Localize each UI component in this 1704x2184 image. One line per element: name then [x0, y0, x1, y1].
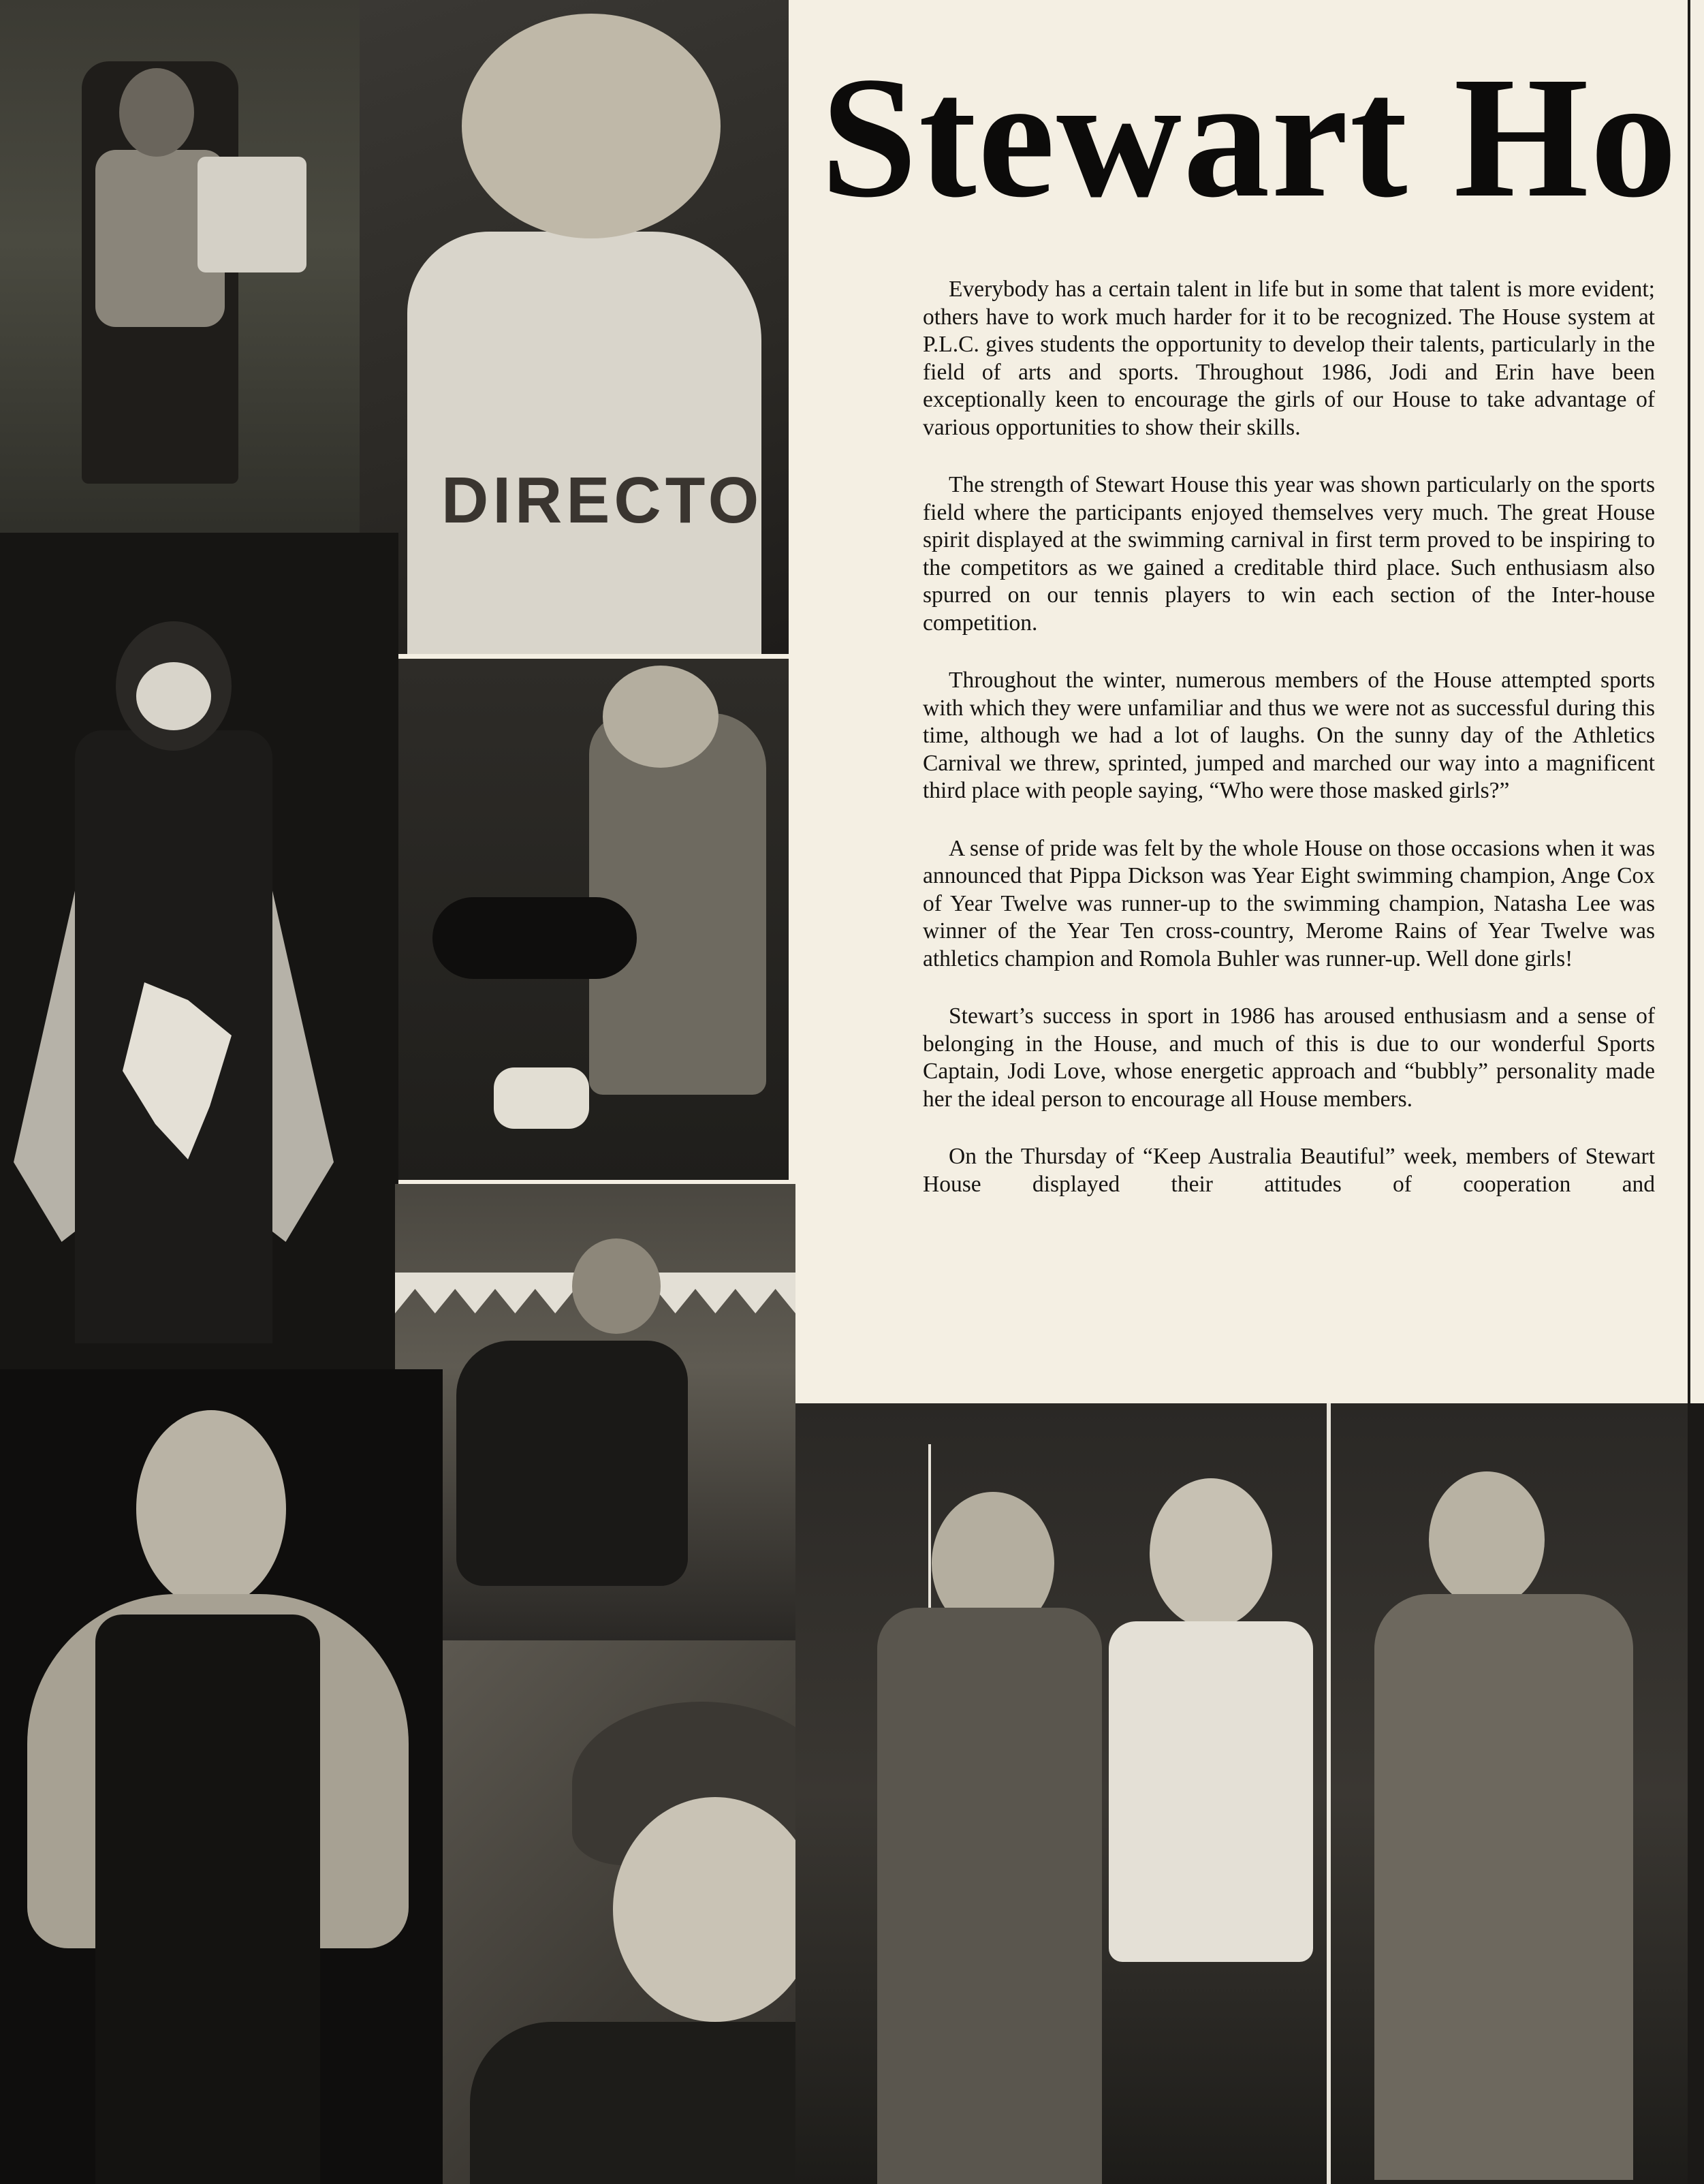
article-body — [923, 276, 1655, 1228]
article-paragraph: Throughout the winter, numerous members of the House attempted sports with which they were unfamiliar and thus we were not as successful during this time, although we had a lot of laughs. On the sunny day of the Athletics Carnival we threw, sprinted, jumped and marched our way into a magnificent third place with people saying, “Who were those masked girls?” — [923, 668, 1655, 803]
photo-athlete-crouching — [398, 659, 789, 1180]
photo-devil-costume — [0, 533, 398, 1371]
photo-laughing-girl — [0, 1369, 443, 2184]
photo-swimmer — [395, 1184, 795, 1640]
page-title: Stewart Ho — [821, 42, 1679, 234]
photo-director-shirt — [360, 0, 789, 654]
article-paragraph: Stewart’s success in sport in 1986 has aroused enthusiasm and a sense of belonging in the House, and much of this is due to our wonderful Sports Captain, Jodi Love, whose energetic approach and “bubbly” personality made her the ideal person to encourage all House members. — [923, 1003, 1655, 1112]
photo-costumed-trio — [795, 1403, 1688, 2184]
article-paragraph: On the Thursday of “Keep Australia Beautiful” week, members of Stewart House displayed their attitudes of cooperation and — [923, 1144, 1655, 1197]
article-paragraph: A sense of pride was felt by the whole House on those occasions when it was announced that Pippa Dickson was Year Eight swimming champion, Ange Cox of Year Twelve was runner-up to the swimming champion, Natasha Lee was winner of the Year Ten cross-country, Merome Rains of Year Twelve was athletics champion and Romola Buhler was runner-up. Well done girls! — [923, 835, 1655, 971]
photo-drum-majorette — [0, 0, 364, 538]
article-paragraph: The strength of Stewart House this year was shown particularly on the sports field where the participants enjoyed themselves very much. The great House spirit displayed at the swimming carnival in first term proved to be inspiring to the competitors as we gained a creditable third place. Such enthusiasm also spurred on our tennis players to win each section of the Inter-house competition. — [923, 472, 1655, 636]
page-edge-top — [1688, 0, 1704, 1403]
shirt-lettering-director: DIRECTO — [441, 464, 763, 537]
article-paragraph: Everybody has a certain talent in life but in some that talent is more evident; others have to work much harder for it to be recognized. The House system at P.L.C. gives students the opportunity to develop their talents, particularly in the field of arts and sports. Throughout 1986, Jodi and Erin have been exceptionally keen to encourage the girls of our House to take advantage of various opportunities to show their skills. — [923, 277, 1655, 440]
